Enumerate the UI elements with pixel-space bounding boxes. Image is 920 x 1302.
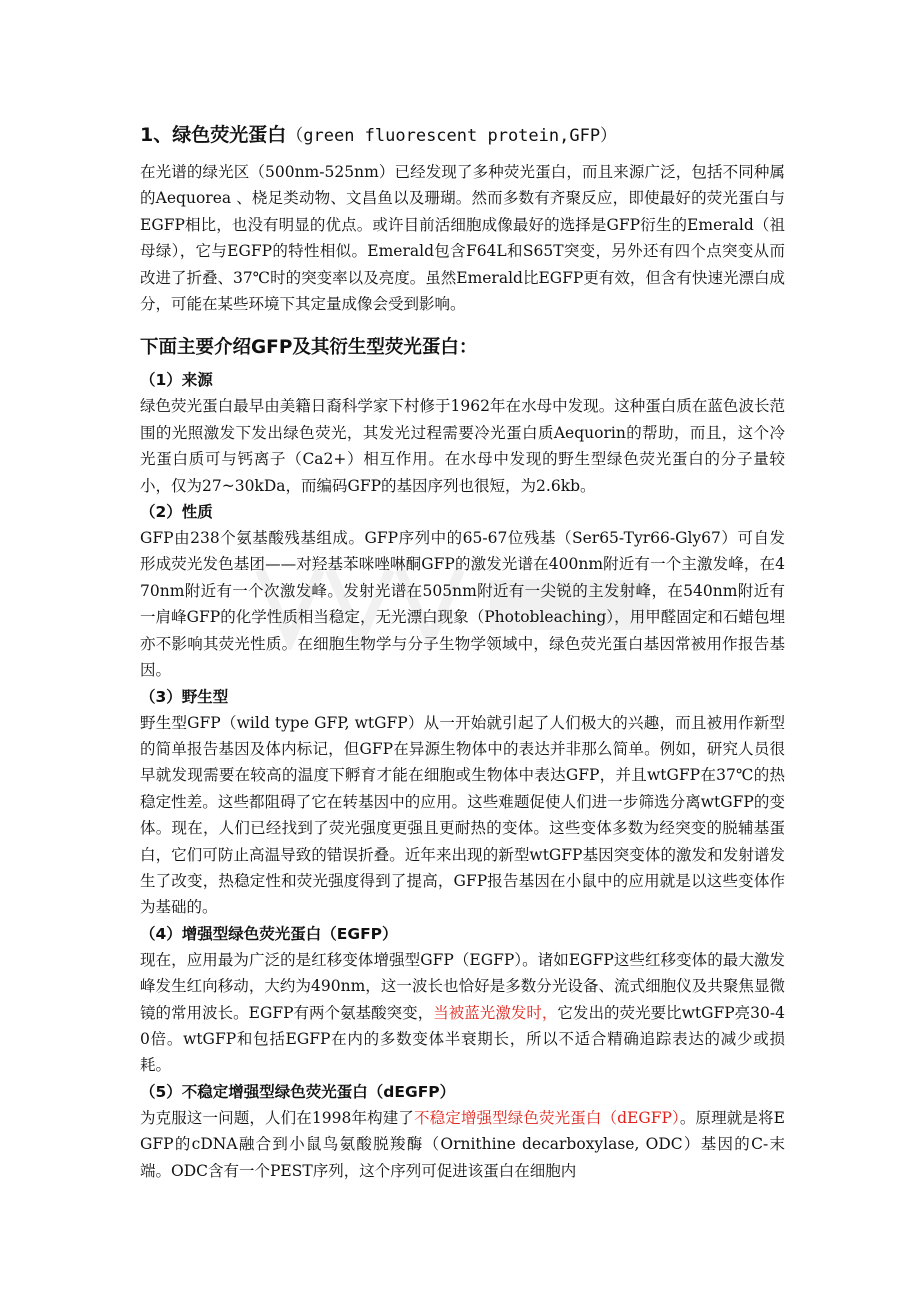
sub4-text-before: 现在，应用最为广泛的是红移变体增强型GFP（EGFP）。诸如EGFP这些红移变体的最大激发峰发生红向移动，大约为490nm，这一波长也恰好是多数分光设备、流式细胞仪及共聚焦显微镜的常用波长。EGFP有两个氨基酸突变，: [140, 950, 785, 1022]
section1-title-en: （green fluorescent protein,GFP）: [286, 126, 618, 146]
sub2-paragraph: GFP由238个氨基酸残基组成。GFP序列中的65-67位残基（Ser65-Tyr66-Gly67）可自发形成荧光发色基团——对羟基苯咪唑啉酮GFP的激发光谱在400nm附近有一个主激发峰，在470nm附近有一个次激发峰。发射光谱在505nm附近有一尖锐的主发射峰，在540nm附近有一肩峰GFP的化学性质相当稳定，无光漂白现象（Photobleaching），用甲醛固定和石蜡包埋亦不影响其荧光性质。在细胞生物学与分子生物学领域中，绿色荧光蛋白基因常被用作报告基因。: [140, 529, 785, 680]
sub5-text-before: 为克服这一问题，人们在1998年构建了: [140, 1108, 414, 1127]
sub5-highlight: 不稳定增强型绿色荧光蛋白（dEGFP）: [413, 1108, 680, 1127]
sub4-heading: （4）增强型绿色荧光蛋白（EGFP）: [140, 924, 398, 943]
sub1-paragraph: 绿色荧光蛋白最早由美籍日裔科学家下村修于1962年在水母中发现。这种蛋白质在蓝色波长范围的光照激发下发出绿色荧光，其发光过程需要冷光蛋白质Aequorin的帮助，而且，这个冷光蛋白质可与钙离子（Ca2+）相互作用。在水母中发现的野生型绿色荧光蛋白的分子量较小，仅为27~30kDa，而编码GFP的基因序列也很短，为2.6kb。: [140, 397, 785, 495]
sub5-heading: （5）不稳定增强型绿色荧光蛋白（dEGFP）: [140, 1082, 456, 1101]
section1-number: 1、: [140, 124, 173, 146]
sub5-paragraph: [140, 1105, 785, 1184]
sub3-paragraph: 野生型GFP（wild type GFP, wtGFP）从一开始就引起了人们极大的兴趣，而且被用作新型的简单报告基因及体内标记，但GFP在异源生物体中的表达并非那么简单。例如，研究人员很早就发现需要在较高的温度下孵育才能在细胞或生物体中表达GFP，并且wtGFP在37℃的热稳定性差。这些都阻碍了它在转基因中的应用。这些难题促使人们进一步筛选分离wtGFP的变体。现在，人们已经找到了荧光强度更强且更耐热的变体。这些变体多数为经突变的脱辅基蛋白，它们可防止高温导致的错误折叠。近年来出现的新型wtGFP基因突变体的激发和发射谱发生了改变，热稳定性和荧光强度得到了提高，GFP报告基因在小鼠中的应用就是以这些变体作为基础的。: [140, 713, 785, 917]
sub4-text-after: 它发出的荧光要比wtGFP亮30-40倍。wtGFP和包括EGFP在内的多数变体半衰期长，所以不适合精确追踪表达的减少或损耗。: [140, 1003, 785, 1075]
sub1-heading: （1）来源: [140, 371, 213, 390]
sub4-paragraph: [140, 947, 785, 1079]
sub2-heading: （2）性质: [140, 503, 213, 522]
sub3-heading: （3）野生型: [140, 687, 229, 706]
document-page: [140, 118, 785, 1184]
sub4-highlight: 当被蓝光激发时，: [433, 1003, 558, 1022]
section1-heading: [140, 118, 785, 153]
section2-heading: 下面主要介绍GFP及其衍生型荧光蛋白：: [140, 337, 478, 359]
section1-paragraph: 在光谱的绿光区（500nm-525nm）已经发现了多种荧光蛋白，而且来源广泛，包括不同种属的Aequorea 、桡足类动物、文昌鱼以及珊瑚。然而多数有齐聚反应，即使最好的荧光蛋白与EGFP相比，也没有明显的优点。或许目前活细胞成像最好的选择是GFP衍生的Emerald（祖母绿），它与EGFP的特性相似。Emerald包含F64L和S65T突变，另外还有四个点突变从而改进了折叠、37℃时的突变率以及亮度。虽然Emerald比EGFP更有效，但含有快速光漂白成分，可能在某些环境下其定量成像会受到影响。: [140, 163, 785, 314]
section1-title-cn: 绿色荧光蛋白: [172, 124, 287, 146]
sub5-text-after: 。原理就是将EGFP的cDNA融合到小鼠鸟氨酸脱羧酶（Ornithine decarboxylase, ODC）基因的C-末端。ODC含有一个PEST序列，这个序列可促进该蛋白在细胞内: [140, 1108, 785, 1180]
